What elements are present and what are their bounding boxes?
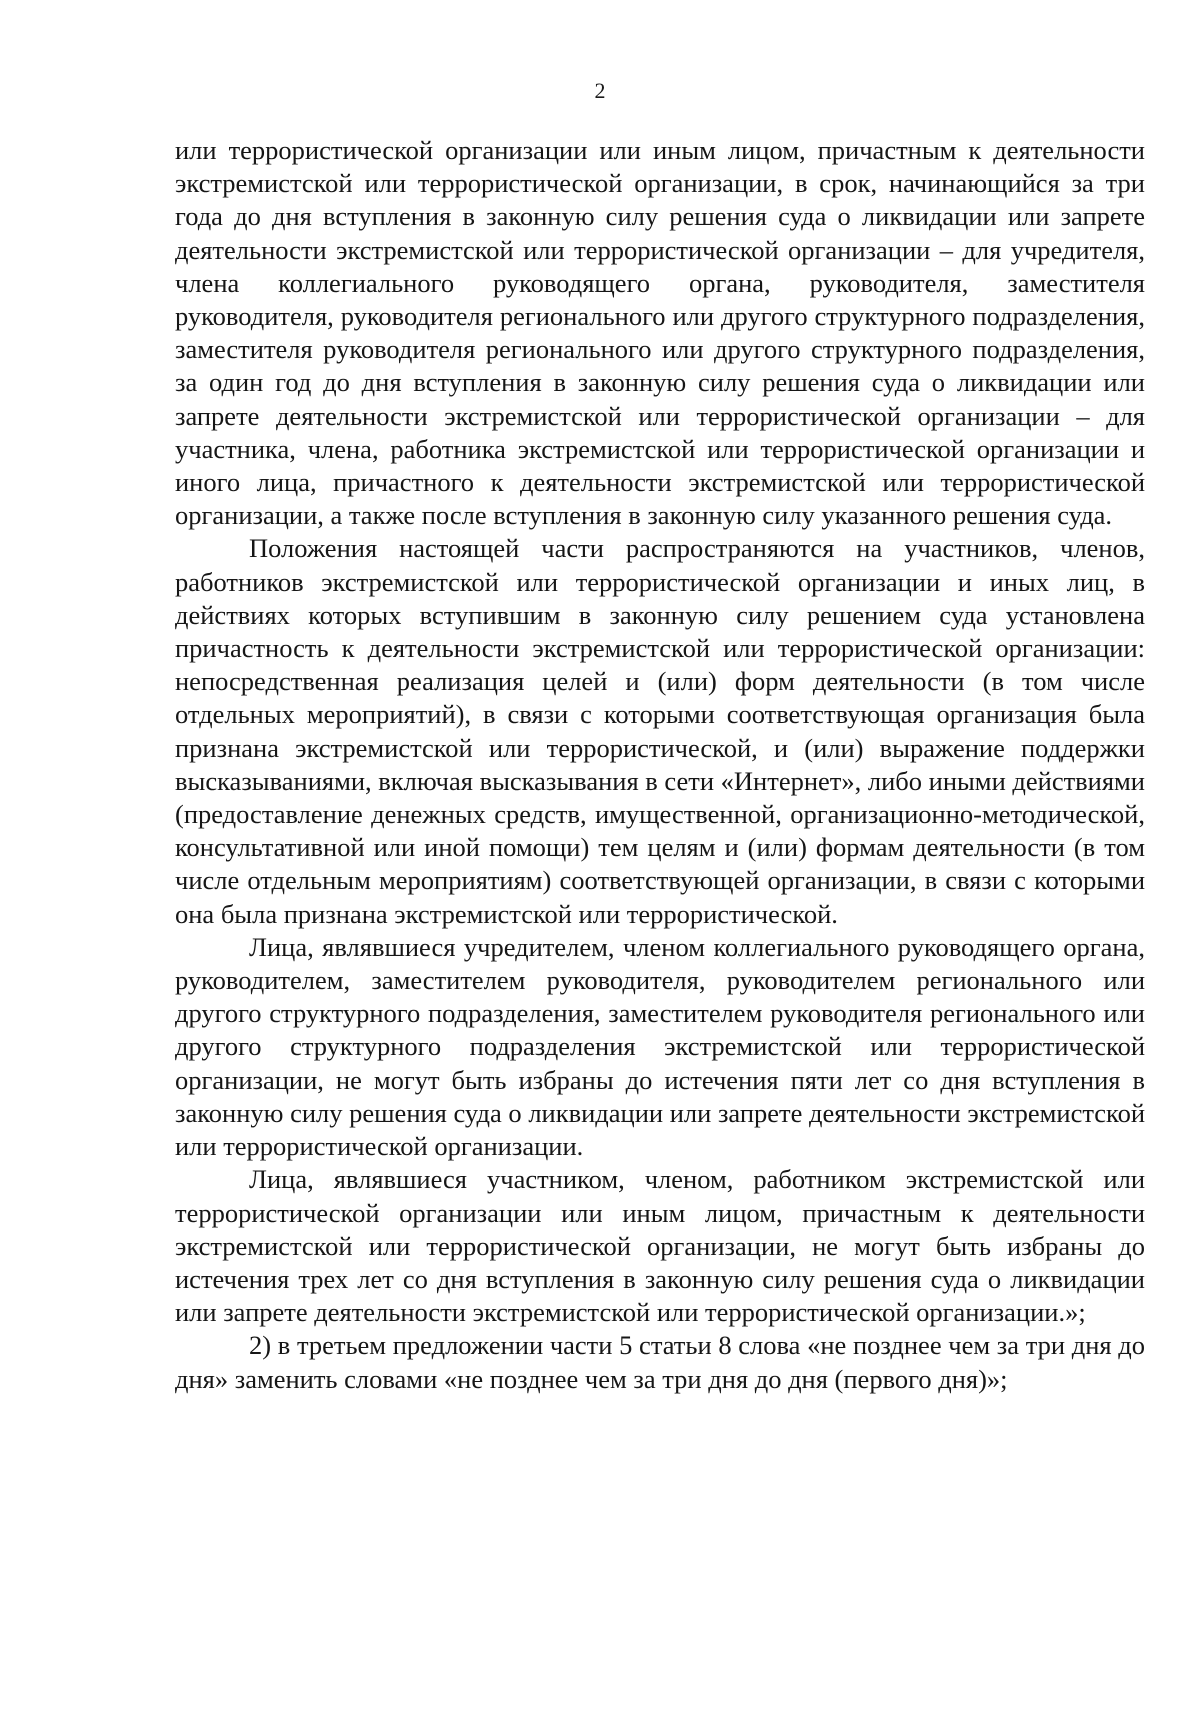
page-number: 2 [594, 78, 606, 103]
paragraph-participants-restriction: Лица, являвшиеся участником, членом, работником экстремистской или террористической организации или иным лицом, причастным к деятельности экстремистской или террористической организации, не могут быть избраны до истечения трех лет со дня вступления в законную силу решения суда о ликвидации или запрете деятельности экстремистской или террористической организации.»; [175, 1164, 1145, 1328]
document-body [175, 134, 1145, 1396]
paragraph-continuation: или террористической организации или иным лицом, причастным к деятельности экстремистской или террористической организации, в срок, начинающийся за три года до дня вступления в законную силу решения суда о ликвидации или запрете деятельности экстремистской или террористической организации – для учредителя, члена коллегиального руководящего органа, руководителя, заместителя руководителя, руководителя регионального или другого структурного подразделения, заместителя руководителя регионального или другого структурного подразделения, за один год до дня вступления в законную силу решения суда о ликвидации или запрете деятельности экстремистской или террористической организации – для участника, члена, работника экстремистской или террористической организации и иного лица, причастного к деятельности экстремистской или террористической организации, а также после вступления в законную силу указанного решения суда. [175, 135, 1145, 531]
paragraph-scope-provisions: Положения настоящей части распространяются на участников, членов, работников экстремистской или террористической организации и иных лиц, в действиях которых вступившим в законную силу решением суда установлена причастность к деятельности экстремистской или террористической организации: непосредственная реализация целей и (или) форм деятельности (в том числе отдельных мероприятий), в связи с которыми соответствующая организация была признана экстремистской или террористической, и (или) выражение поддержки высказываниями, включая высказывания в сети «Интернет», либо иными действиями (предоставление денежных средств, имущественной, организационно-методической, консультативной или иной помощи) тем целям и (или) формам деятельности (в том числе отдельным мероприятиям) соответствующей организации, в связи с которыми она была признана экстремистской или террористической. [175, 533, 1145, 929]
paragraph-amendment-item-2: 2) в третьем предложении части 5 статьи 8 слова «не позднее чем за три дня до дня» заменить словами «не позднее чем за три дня до дня (первого дня)»; [175, 1330, 1145, 1394]
paragraph-founders-restriction: Лица, являвшиеся учредителем, членом коллегиального руководящего органа, руководителем, заместителем руководителя, руководителем регионального или другого структурного подразделения, заместителем руководителя регионального или другого структурного подразделения экстремистской или террористической организации, не могут быть избраны до истечения пяти лет со дня вступления в законную силу решения суда о ликвидации или запрете деятельности экстремистской или террористической организации. [175, 931, 1145, 1162]
